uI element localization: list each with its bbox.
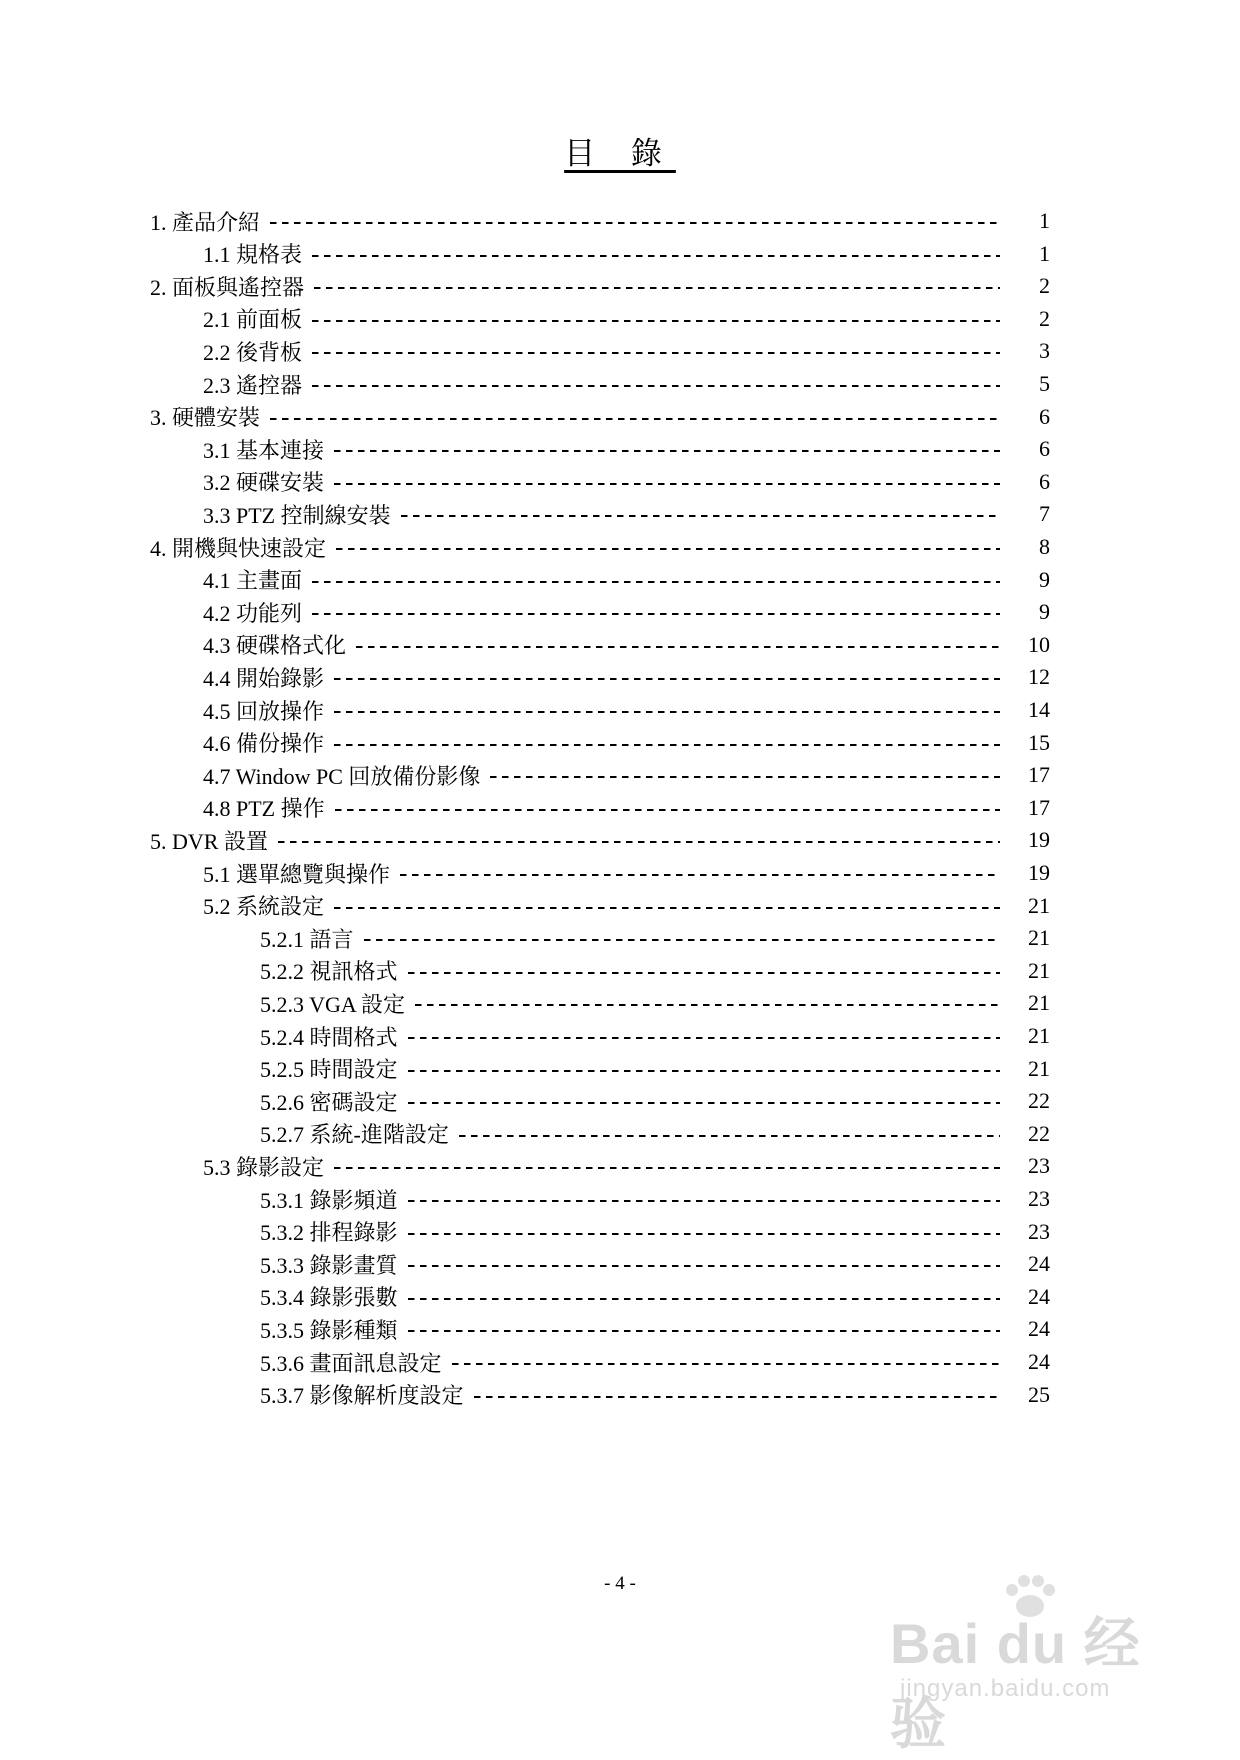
toc-entry[interactable] [203, 890, 1050, 922]
dot-leader [415, 1004, 1000, 1006]
toc-entry-page: 7 [1039, 501, 1050, 527]
toc-entry-label: 4. 開機與快速設定 [150, 535, 327, 561]
dot-leader [356, 646, 1000, 648]
dot-leader [408, 972, 1000, 974]
dot-leader [336, 548, 1000, 550]
dot-leader [400, 874, 1000, 876]
dot-leader [312, 352, 1000, 354]
toc-entry-label: 5.3.4 錄影張數 [260, 1285, 398, 1311]
toc-entry-page: 8 [1039, 534, 1050, 559]
toc-entry-label: 1.1 規格表 [203, 242, 303, 268]
toc-entry-page: 21 [1028, 1023, 1050, 1048]
toc-entry-page: 21 [1028, 1055, 1050, 1081]
toc-entry[interactable] [203, 629, 1050, 661]
toc-entry-label: 4.6 備份操作 [203, 731, 325, 757]
dot-leader [278, 841, 1000, 843]
dot-leader [408, 1102, 1000, 1104]
toc-entry-label: 4.1 主畫面 [203, 568, 303, 594]
toc-entry-page: 25 [1028, 1381, 1050, 1407]
toc-entry-page: 23 [1028, 1153, 1050, 1179]
toc-entry[interactable] [203, 596, 1050, 628]
toc-entry-page: 9 [1039, 599, 1050, 625]
toc-entry-label: 2.3 遙控器 [203, 372, 303, 398]
toc-entry[interactable] [260, 1248, 1050, 1280]
toc-entry[interactable] [150, 205, 1050, 237]
toc-entry-label: 5.2 系統設定 [203, 894, 325, 920]
toc-entry-page: 22 [1028, 1088, 1050, 1114]
toc-entry-label: 5.2.3 VGA 設定 [260, 991, 406, 1017]
toc-entry-page: 3 [1039, 338, 1050, 364]
toc-entry[interactable] [203, 857, 1050, 889]
toc-entry-page: 24 [1028, 1251, 1050, 1277]
toc-entry-page: 21 [1028, 925, 1050, 951]
toc-entry[interactable] [203, 303, 1050, 335]
toc-entry-label: 5.3.6 畫面訊息設定 [260, 1350, 442, 1376]
dot-leader [334, 1167, 1000, 1169]
toc-entry-page: 6 [1039, 403, 1050, 429]
toc-entry-page: 24 [1028, 1316, 1050, 1342]
toc-entry-label: 5.3.7 影像解析度設定 [260, 1383, 464, 1409]
toc-entry[interactable] [203, 694, 1050, 726]
dot-leader [270, 418, 1000, 420]
toc-entry-page: 17 [1028, 794, 1050, 820]
toc-entry-page: 15 [1028, 729, 1050, 755]
dot-leader [312, 581, 1000, 583]
dot-leader [364, 939, 1000, 941]
toc-entry[interactable] [203, 368, 1050, 400]
toc-entry[interactable] [203, 466, 1050, 498]
toc-entry-label: 5.3.1 錄影頻道 [260, 1187, 398, 1213]
watermark [870, 1590, 1170, 1755]
toc-entry[interactable] [260, 987, 1050, 1019]
toc-entry-page: 10 [1028, 631, 1050, 657]
toc-entry-label: 5.2.5 時間設定 [260, 1057, 398, 1083]
dot-leader [334, 483, 1000, 485]
toc-entry-label: 3.3 PTZ 控制線安裝 [203, 502, 391, 528]
toc-entry[interactable] [260, 1020, 1050, 1052]
toc-entry[interactable] [150, 401, 1050, 433]
toc-entry-label: 3.2 硬碟安裝 [203, 470, 325, 496]
toc-entry-label: 4.3 硬碟格式化 [203, 633, 347, 659]
toc-entry-label: 4.2 功能列 [203, 600, 303, 626]
dot-leader [314, 287, 1000, 289]
toc-entry[interactable] [260, 1313, 1050, 1345]
toc-entry-label: 5.2.7 系統-進階設定 [260, 1122, 449, 1148]
dot-leader [334, 450, 1000, 452]
toc-entry[interactable] [260, 1183, 1050, 1215]
toc-entry-page: 24 [1028, 1349, 1050, 1374]
dot-leader [490, 776, 1000, 778]
toc-entry-page: 2 [1039, 273, 1050, 299]
toc-entry-label: 4.5 回放操作 [203, 698, 325, 724]
toc-entry[interactable] [203, 238, 1050, 270]
toc-entry-page: 21 [1028, 957, 1050, 983]
dot-leader [334, 711, 1000, 713]
toc-entry-page: 9 [1039, 566, 1050, 592]
dot-leader [408, 1070, 1000, 1072]
dot-leader [312, 255, 1000, 257]
toc-entry-page: 21 [1028, 892, 1050, 918]
toc-entry[interactable] [203, 1150, 1050, 1182]
page-number: - 4 - [604, 1573, 636, 1594]
toc-entry-label: 3.1 基本連接 [203, 437, 325, 463]
toc-entry[interactable] [260, 1379, 1050, 1411]
toc-entry-label: 5.2.1 語言 [260, 926, 354, 952]
toc-entry[interactable] [260, 1118, 1050, 1150]
toc-entry-page: 5 [1039, 371, 1050, 396]
toc-entry-label: 4.8 PTZ 操作 [203, 796, 325, 822]
dot-leader [334, 678, 1000, 680]
toc-entry-page: 23 [1028, 1218, 1050, 1244]
toc-entry-page: 24 [1028, 1283, 1050, 1309]
toc-entry-label: 5.2.4 時間格式 [260, 1024, 398, 1050]
toc-title [0, 128, 1240, 173]
toc-entry-label: 5.3 錄影設定 [203, 1154, 325, 1180]
toc-entry[interactable] [203, 727, 1050, 759]
dot-leader [459, 1135, 1000, 1137]
toc-entry-page: 23 [1028, 1186, 1050, 1211]
toc-entry[interactable] [203, 335, 1050, 367]
toc-entry[interactable] [203, 498, 1050, 530]
dot-leader [408, 1298, 1000, 1300]
dot-leader [408, 1233, 1000, 1235]
toc-entry-label: 5.2.6 密碼設定 [260, 1089, 398, 1115]
toc-entry-label: 2. 面板與遙控器 [150, 274, 305, 300]
toc-entry[interactable] [150, 824, 1050, 856]
toc-entry-label: 2.1 前面板 [203, 307, 303, 333]
toc-entry-label: 5.3.3 錄影畫質 [260, 1252, 398, 1278]
toc-entry-label: 4.7 Window PC 回放備份影像 [203, 763, 481, 789]
toc-entry-page: 1 [1039, 240, 1050, 266]
toc-entry-page: 19 [1028, 860, 1050, 885]
watermark-logo: Bai du 经验 [890, 1612, 1141, 1755]
watermark-url: jingyan.baidu.com [900, 1675, 1111, 1702]
toc-entry[interactable] [203, 433, 1050, 465]
toc-entry-page: 1 [1039, 208, 1050, 233]
toc-entry[interactable] [260, 955, 1050, 987]
toc-entry-page: 14 [1028, 697, 1050, 722]
dot-leader [334, 744, 1000, 746]
dot-leader [335, 809, 1000, 811]
dot-leader [270, 222, 1000, 224]
toc-entry-page: 2 [1039, 305, 1050, 331]
toc-entry[interactable] [203, 759, 1050, 791]
dot-leader [312, 613, 1000, 615]
dot-leader [452, 1363, 1000, 1365]
dot-leader [408, 1200, 1000, 1202]
toc-entry-page: 17 [1028, 762, 1050, 788]
toc-entry[interactable] [203, 564, 1050, 596]
toc-entry[interactable] [150, 270, 1050, 302]
toc-entry-label: 4.4 開始錄影 [203, 665, 325, 691]
toc-entry-label: 5. DVR 設置 [150, 828, 268, 854]
toc-entry[interactable] [203, 661, 1050, 693]
dot-leader [408, 1330, 1000, 1332]
dot-leader [408, 1037, 1000, 1039]
toc-entry-page: 6 [1039, 468, 1050, 494]
toc-entry[interactable] [203, 792, 1050, 824]
toc-entry[interactable] [260, 1053, 1050, 1085]
toc-entry-label: 5.3.2 排程錄影 [260, 1220, 398, 1246]
toc-entry-label: 2.2 後背板 [203, 339, 303, 365]
dot-leader [401, 515, 1000, 517]
toc-entry-page: 12 [1028, 664, 1050, 690]
dot-leader [408, 1265, 1000, 1267]
toc-entry[interactable] [260, 1085, 1050, 1117]
toc-entry-page: 19 [1028, 827, 1050, 853]
dot-leader [312, 385, 1000, 387]
toc-entry-label: 1. 產品介紹 [150, 209, 261, 235]
toc-title-text: 目 錄 [564, 136, 676, 171]
toc-entry-label: 3. 硬體安裝 [150, 405, 261, 431]
toc-entry[interactable] [260, 1346, 1050, 1378]
toc-entry-page: 22 [1028, 1120, 1050, 1146]
dot-leader [474, 1396, 1000, 1398]
toc-entry-label: 5.2.2 視訊格式 [260, 959, 398, 985]
dot-leader [334, 907, 1000, 909]
toc-entry[interactable] [150, 531, 1050, 563]
toc-entry-label: 5.1 選單總覽與操作 [203, 861, 391, 887]
toc-entry[interactable] [260, 1216, 1050, 1248]
dot-leader [312, 320, 1000, 322]
toc-entry[interactable] [260, 1281, 1050, 1313]
toc-entry-page: 21 [1028, 990, 1050, 1016]
toc-entry-page: 6 [1039, 436, 1050, 462]
toc-entry[interactable] [260, 922, 1050, 954]
toc-entry-label: 5.3.5 錄影種類 [260, 1317, 398, 1343]
